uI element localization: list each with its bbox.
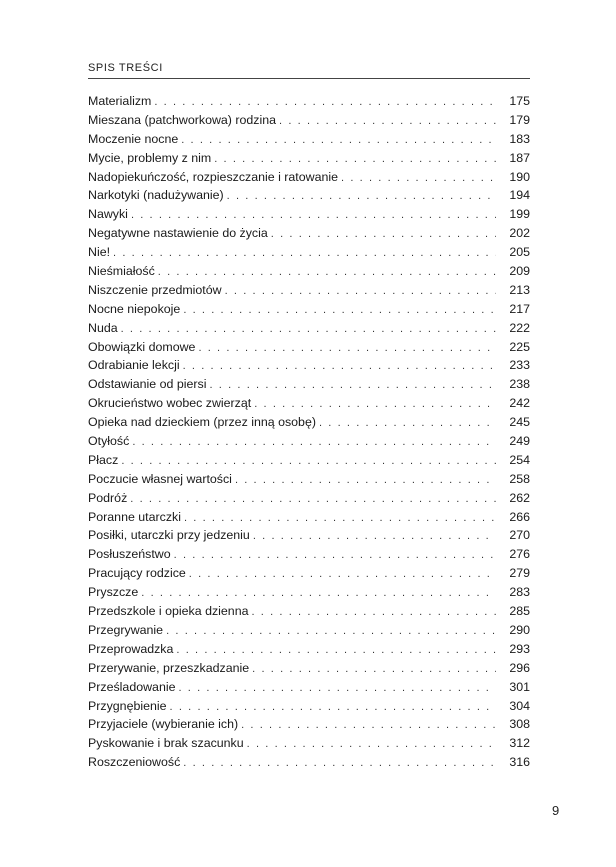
toc-dot-leader [253,527,496,546]
toc-entry [88,451,530,470]
toc-entry [88,149,530,168]
toc-entry [88,602,530,621]
toc-entry-title: Poranne utarczki [88,509,181,524]
toc-entry-title: Prześladowanie [88,679,176,694]
toc-entry-title: Posiłki, utarczki przy jedzeniu [88,528,250,543]
toc-entry [88,508,530,527]
toc-entry-page: 258 [509,471,530,486]
toc-entry-title: Moczenie nocne [88,131,179,146]
toc-entry-page: 249 [509,434,530,449]
toc-entry [88,526,530,545]
toc-entry [88,92,530,111]
toc-entry-title: Niszczenie przedmiotów [88,282,222,297]
toc-dot-leader [178,679,496,698]
toc-dot-leader [130,490,496,509]
toc-entry-page: 179 [509,112,530,127]
page-number: 9 [552,803,560,818]
toc-dot-leader [181,131,496,150]
toc-entry [88,583,530,602]
toc-entry [88,432,530,451]
toc-entry [88,621,530,640]
toc-entry-title: Nuda [88,320,118,335]
toc-dot-leader [183,754,496,773]
toc-entry-title: Pyskowanie i brak szacunku [88,736,244,751]
toc-entry [88,356,530,375]
toc-entry-page: 187 [509,150,530,165]
toc-entry [88,338,530,357]
toc-dot-leader [184,509,496,528]
toc-entry-page: 308 [509,717,530,732]
toc-dot-leader [166,622,496,641]
toc-dot-leader [154,93,496,112]
toc-dot-leader [209,376,496,395]
toc-dot-leader [252,603,497,622]
toc-dot-leader [183,301,496,320]
toc-dot-leader [176,641,496,660]
toc-entry [88,243,530,262]
toc-entry-page: 293 [509,641,530,656]
toc-entry-page: 304 [509,698,530,713]
toc-entry-title: Okrucieństwo wobec zwierząt [88,396,252,411]
toc-entry-page: 254 [509,452,530,467]
toc-entry-page: 296 [509,660,530,675]
toc-entry [88,130,530,149]
toc-entry [88,224,530,243]
toc-entry-title: Przygnębienie [88,698,167,713]
toc-entry-title: Nadopiekuńczość, rozpieszczanie i ratowanie [88,169,339,184]
toc-entry-page: 262 [509,490,530,505]
toc-entry-title: Poczucie własnej wartości [88,471,232,486]
toc-entry-title: Przegrywanie [88,622,164,637]
toc-entry-page: 290 [509,622,530,637]
header-divider [88,78,530,79]
toc-entry-title: Narkotyki (nadużywanie) [88,188,224,203]
toc-entry-page: 205 [509,245,530,260]
toc-entry-page: 316 [509,755,530,770]
toc-entry [88,394,530,413]
toc-dot-leader [158,263,496,282]
toc-dot-leader [170,698,496,717]
toc-entry-page: 312 [509,736,530,751]
toc-entry [88,545,530,564]
toc-entry-page: 266 [509,509,530,524]
toc-entry-page: 213 [509,282,530,297]
toc-entry-page: 202 [509,226,530,241]
toc-entry [88,640,530,659]
toc-entry [88,168,530,187]
toc-entry-title: Nawyki [88,207,128,222]
toc-entry [88,564,530,583]
toc-entry [88,734,530,753]
toc-dot-leader [247,735,496,754]
toc-entry-title: Mycie, problemy z nim [88,150,212,165]
toc-entry-page: 233 [509,358,530,373]
toc-entry-title: Odstawianie od piersi [88,377,207,392]
toc-dot-leader [174,546,496,565]
toc-dot-leader [183,357,496,376]
toc-dot-leader [113,244,496,263]
toc-entry-title: Negatywne nastawienie do życia [88,226,268,241]
toc-entry [88,715,530,734]
toc-entry [88,375,530,394]
toc-entry-page: 199 [509,207,530,222]
toc-dot-leader [252,660,496,679]
toc-entry-title: Podróż [88,490,128,505]
toc-entry-title: Posłuszeństwo [88,547,171,562]
toc-entry [88,413,530,432]
toc-entry [88,470,530,489]
toc-dot-leader [132,433,496,452]
toc-entry-page: 238 [509,377,530,392]
toc-entry-page: 190 [509,169,530,184]
toc-entry-page: 183 [509,131,530,146]
toc-entry-title: Obowiązki domowe [88,339,196,354]
toc-entry-title: Opieka nad dzieckiem (przez inną osobę) [88,415,316,430]
toc-dot-leader [254,395,496,414]
toc-entry [88,489,530,508]
toc-entry-title: Otyłość [88,434,130,449]
toc-entry-title: Nieśmiałość [88,264,155,279]
toc-dot-leader [131,206,496,225]
toc-dot-leader [341,169,496,188]
toc-entry-page: 245 [509,415,530,430]
toc-entry-page: 225 [509,339,530,354]
toc-entry-title: Przerywanie, przeszkadzanie [88,660,250,675]
toc-entry-page: 276 [509,547,530,562]
toc-entry-title: Nie! [88,245,111,260]
toc-entry [88,186,530,205]
toc-entry-page: 285 [509,604,530,619]
table-of-contents [88,92,530,772]
toc-dot-leader [198,339,496,358]
running-header: SPIS TREŚCI [88,62,163,74]
toc-dot-leader [235,471,496,490]
toc-entry-page: 217 [509,301,530,316]
toc-entry-page: 209 [509,264,530,279]
toc-entry-title: Materializm [88,94,152,108]
toc-entry-page: 283 [509,585,530,600]
toc-dot-leader [214,150,496,169]
toc-entry [88,300,530,319]
toc-dot-leader [279,112,496,131]
toc-entry-page: 279 [509,566,530,581]
toc-entry [88,753,530,772]
toc-entry [88,319,530,338]
toc-entry-page: 242 [509,396,530,411]
toc-entry [88,659,530,678]
toc-entry-title: Płacz [88,452,119,467]
toc-dot-leader [271,225,496,244]
toc-entry [88,262,530,281]
toc-dot-leader [319,414,496,433]
toc-entry [88,697,530,716]
toc-entry [88,678,530,697]
toc-entry-title: Przyjaciele (wybieranie ich) [88,717,239,732]
toc-entry-title: Roszczeniowość [88,755,181,770]
toc-entry-page: 175 [509,94,530,108]
toc-entry-title: Przedszkole i opieka dzienna [88,604,249,619]
toc-dot-leader [189,565,496,584]
toc-dot-leader [121,320,496,339]
toc-entry-page: 301 [509,679,530,694]
toc-entry-page: 222 [509,320,530,335]
toc-dot-leader [241,716,496,735]
toc-dot-leader [225,282,496,301]
toc-entry-page: 270 [509,528,530,543]
toc-entry-title: Przeprowadzka [88,641,174,656]
toc-entry-page: 194 [509,188,530,203]
toc-entry [88,111,530,130]
toc-entry-title: Mieszana (patchworkowa) rodzina [88,112,277,127]
toc-entry [88,281,530,300]
toc-dot-leader [121,452,496,471]
toc-dot-leader [227,187,496,206]
toc-entry-title: Pryszcze [88,585,139,600]
toc-entry-title: Pracujący rodzice [88,566,186,581]
toc-dot-leader [141,584,496,603]
toc-entry-title: Odrabianie lekcji [88,358,180,373]
toc-entry-title: Nocne niepokoje [88,301,181,316]
toc-entry [88,205,530,224]
